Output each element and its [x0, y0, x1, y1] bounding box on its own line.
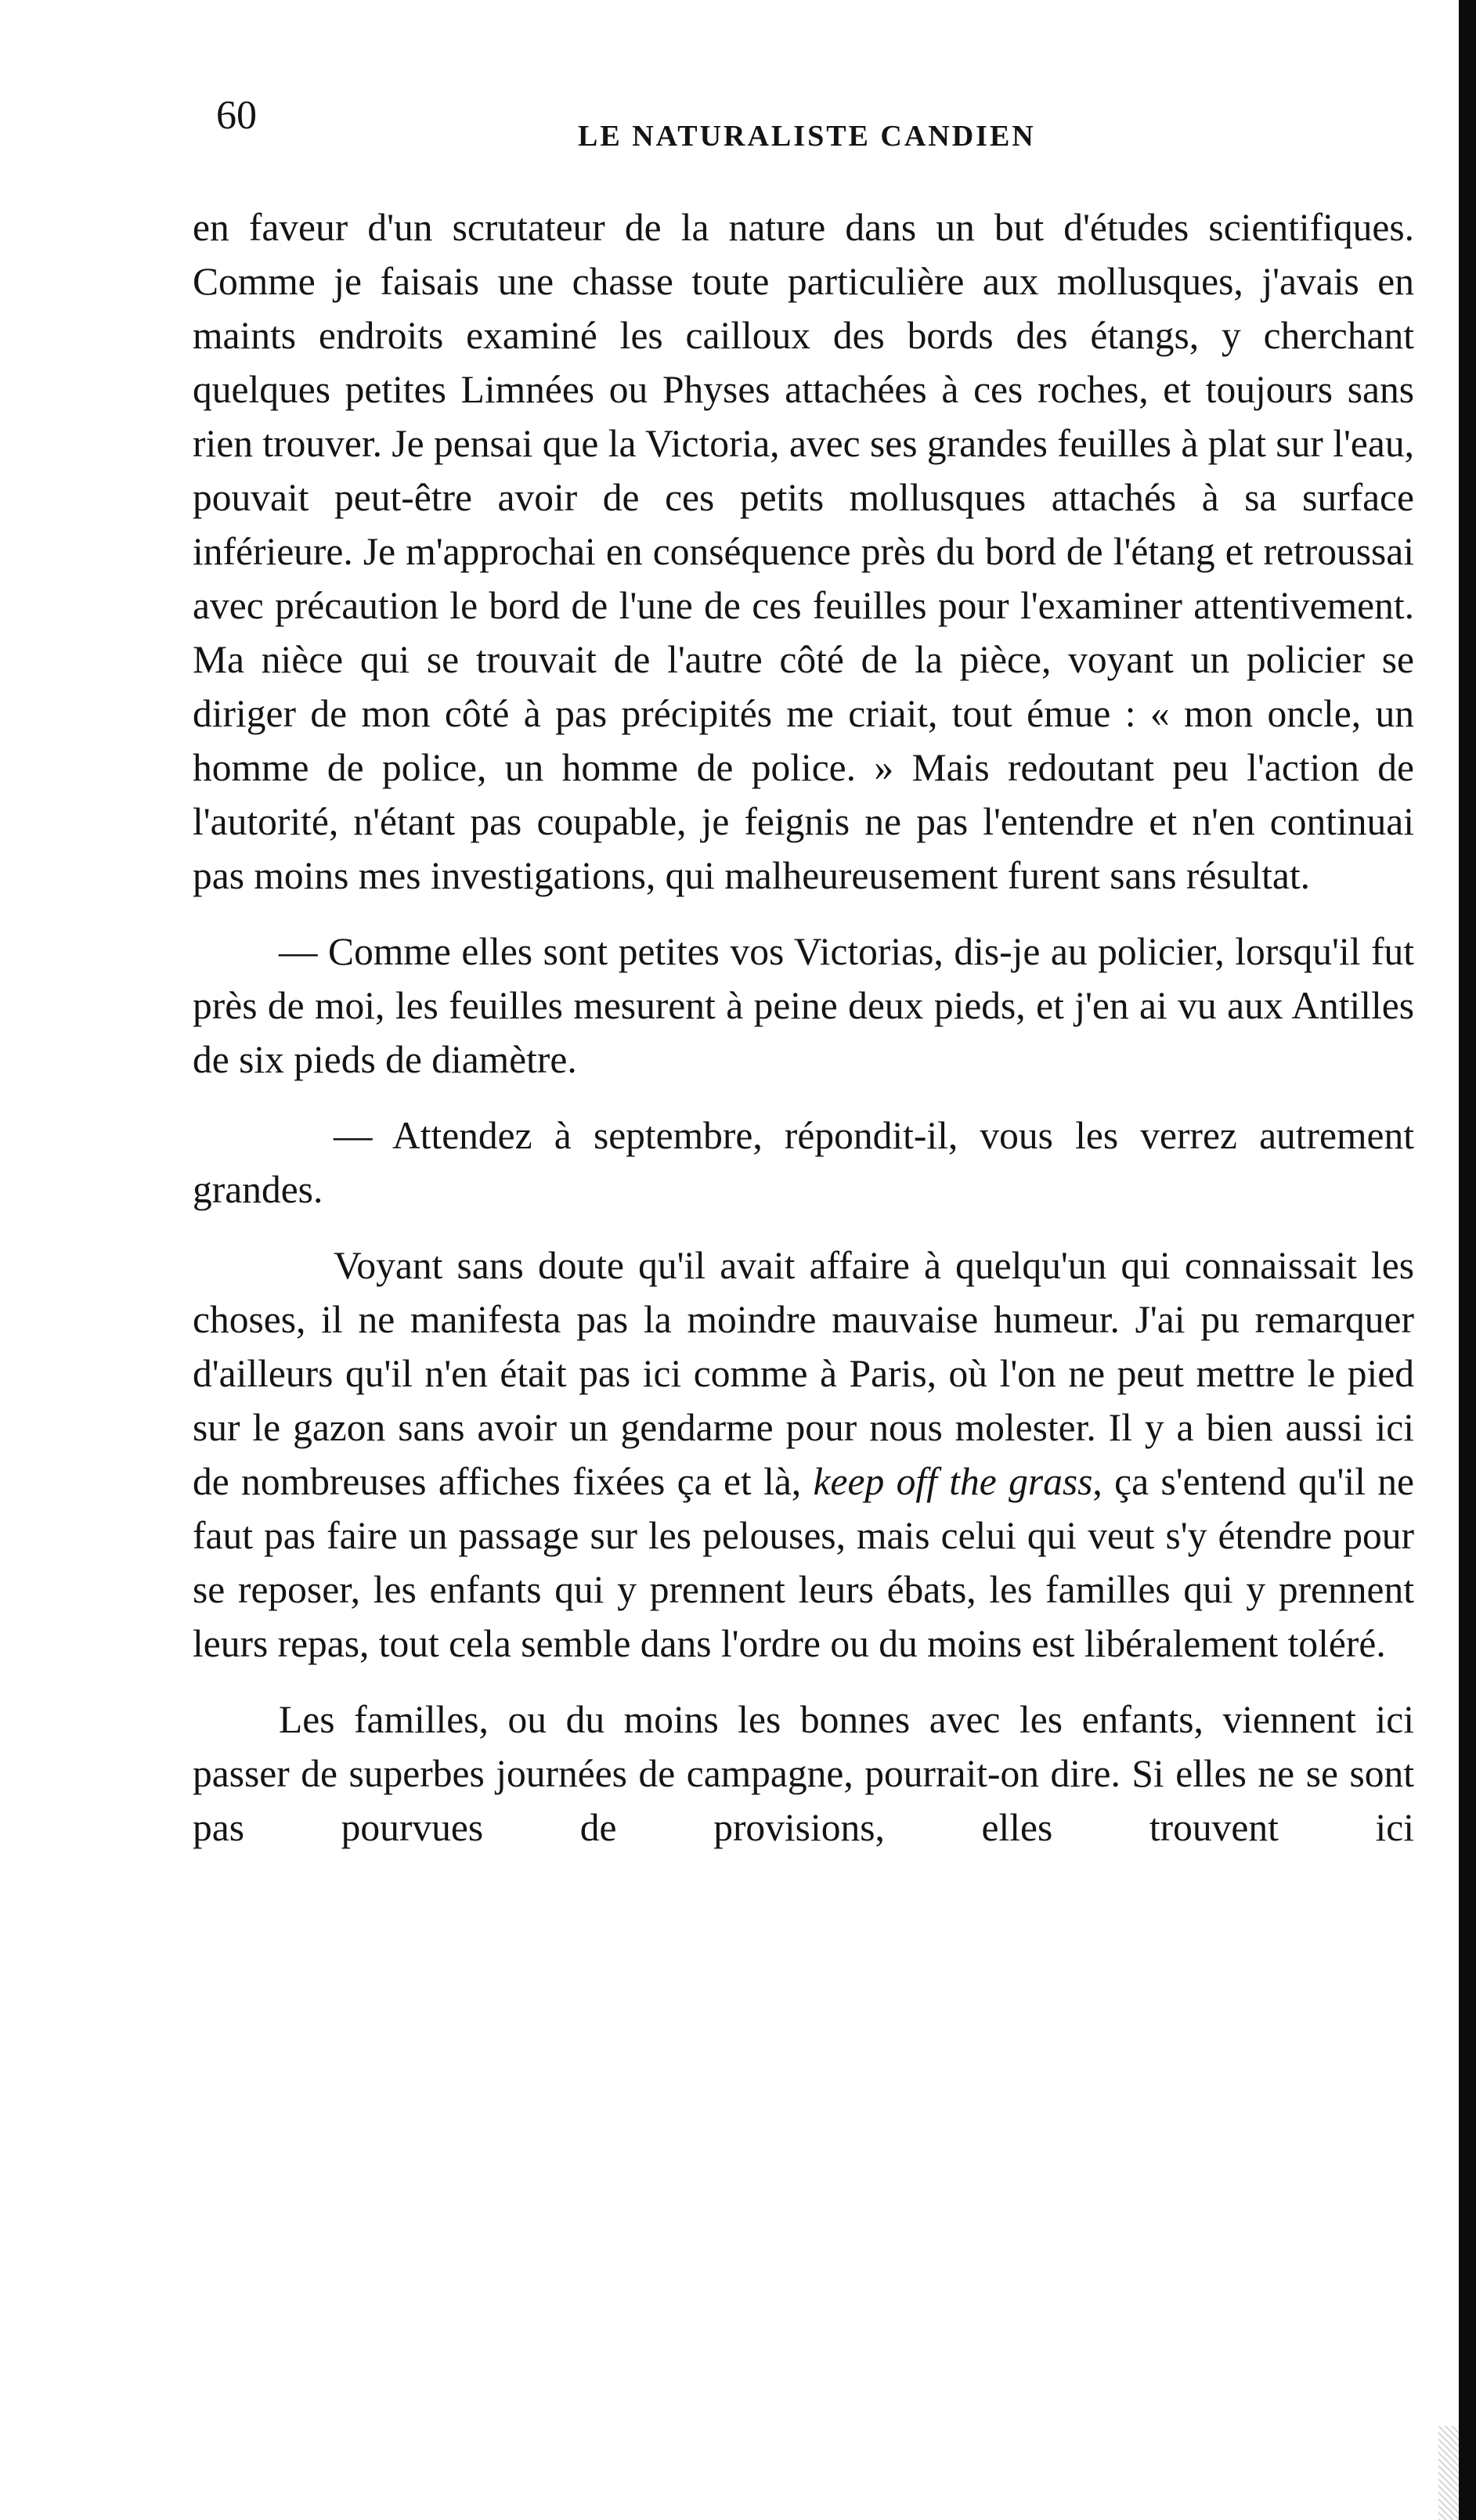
page-number: 60 — [216, 93, 257, 138]
running-head-title: LE NATURALISTE CANDIEN — [578, 120, 1036, 153]
body-text — [193, 200, 1414, 1855]
paragraph-4-text-start: Voyant sans doute qu'il avait affaire à quelqu'un qui connaissait les choses, il ne manifesta pas la moindre mauvaise humeur. J'ai pu remarquer d'ailleurs qu'il n'en était pas ici comme à Paris, où l'on ne peut mettre le pied sur le gazon sans avoir un gendarme pour nous molester. Il y a bien aussi ici de nombreuses affiches fixées ça et là, — [193, 1244, 1414, 1503]
paragraph-3-dialogue: — Attendez à septembre, répondit-il, vous les verrez autrement grandes. — [193, 1114, 1414, 1211]
paragraph-5: Les familles, ou du moins les bonnes avec les enfants, viennent ici passer de superbes journées de campagne, pourrait-on dire. Si elles ne se sont pas pourvues de provisions, elles trouvent ici — [193, 1698, 1414, 1849]
keep-off-the-grass-italic: keep off the grass — [813, 1460, 1093, 1503]
paragraph-4-text-end: , ça s'entend qu'il ne faut pas faire un passage sur les pelouses, mais celui qui veut s'y étendre pour se reposer, les enfants qui y prennent leurs ébats, les familles qui y prennent leurs repas, tout cela semble dans l'ordre ou du moins est libéralement toléré. — [193, 1460, 1414, 1665]
paragraph-4 — [193, 1238, 1414, 1671]
scan-binding-edge — [1459, 0, 1476, 2520]
paragraph-1: en faveur d'un scrutateur de la nature dans un but d'études scientifiques. Comme je faisais une chasse toute particulière aux mollusques, j'avais en maints endroits examiné les cailloux des bords des étangs, y cherchant quelques petites Limnées ou Physes attachées à ces roches, et toujours sans rien trouver. Je pensai que la Victoria, avec ses grandes feuilles à plat sur l'eau, pouvait peut-être avoir de ces petits mollusques attachés à sa surface inférieure. Je m'approchai en conséquence près du bord de l'étang et retroussai avec précaution le bord de l'une de ces feuilles pour l'examiner attentivement. Ma nièce qui se trouvait de l'autre côté de la pièce, voyant un policier se diriger de mon côté à pas précipités me criait, tout émue : « mon oncle, un homme de police, un homme de police. » Mais redoutant peu l'action de l'autorité, n'étant pas coupable, je feignis ne pas l'entendre et n'en continuai pas moins mes investigations, qui malheureusement furent sans résultat. — [193, 206, 1414, 897]
scan-edge-speckle — [1438, 2426, 1459, 2520]
paragraph-2-dialogue: — Comme elles sont petites vos Victorias, dis-je au policier, lorsqu'il fut près de moi, les feuilles mesurent à peine deux pieds, et j'en ai vu aux Antilles de six pieds de diamètre. — [193, 930, 1414, 1081]
